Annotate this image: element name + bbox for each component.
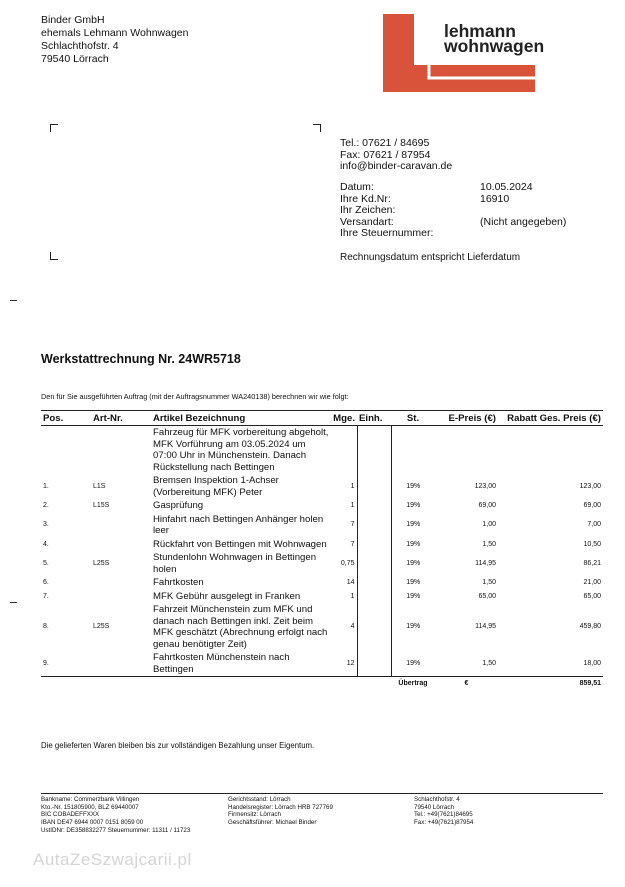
row-quantity: 4 bbox=[350, 623, 355, 631]
row-total-price: 65,00 bbox=[583, 592, 601, 600]
row-total-price: 21,00 bbox=[583, 579, 601, 586]
row-description: Rückfahrt von Bettingen mit Wohnwagen bbox=[153, 538, 327, 550]
row-tax-rate bbox=[391, 426, 435, 475]
table-row bbox=[41, 590, 603, 604]
row-position: 1. bbox=[43, 482, 49, 490]
ownership-note: Die gelieferten Waren bleiben bis zur vollständigen Bezahlung unser Eigentum. bbox=[41, 741, 315, 750]
row-article-number: L25S bbox=[93, 559, 110, 567]
col-header-total-price: Rabatt Ges. Preis (€) bbox=[498, 411, 603, 426]
col-header-description: Artikel Bezeichnung bbox=[151, 411, 331, 426]
table-row bbox=[41, 474, 603, 499]
col-header-art: Art-Nr. bbox=[91, 411, 151, 426]
row-unit-price bbox=[435, 426, 498, 475]
row-total-price: 69,00 bbox=[583, 502, 601, 509]
row-description: Fahrzeit Münchenstein zum MFK und danach nach Bettingen inkl. Zeit beim MFK geschätzt (Abrechnung erfolgt nach genau benötigter Zeit) bbox=[153, 604, 328, 650]
footer-address bbox=[414, 796, 473, 827]
row-position: 9. bbox=[43, 659, 49, 667]
row-position: 2. bbox=[43, 502, 49, 509]
row-description: Fahrtkosten bbox=[153, 577, 204, 588]
table-row bbox=[41, 538, 603, 552]
intro-text: Den für Sie ausgeführten Auftrag (mit der Auftragsnummer WA240138) berechnen wir wie folgt: bbox=[41, 392, 349, 401]
row-article-number bbox=[91, 590, 151, 604]
meta-label: Ihr Zeichen: bbox=[340, 204, 396, 216]
row-description: Stundenlohn Wohnwagen in Bettingen holen bbox=[153, 552, 317, 575]
row-unit bbox=[357, 603, 391, 651]
footer-bank bbox=[41, 796, 190, 835]
total-label: Übertrag bbox=[391, 677, 435, 691]
footer-line: Gerichtsstand: Lörrach bbox=[228, 796, 291, 803]
row-article-number: L15S bbox=[93, 502, 110, 509]
table-row bbox=[41, 551, 603, 576]
meta-customer-number: 16910 bbox=[480, 192, 510, 205]
table-row bbox=[41, 603, 603, 651]
row-total-price: 10,50 bbox=[583, 540, 601, 548]
row-tax-rate: 19% bbox=[406, 540, 421, 548]
footer-line: UstIDNr: DE358832277 Steuernummer: 11311 / 11723 bbox=[41, 826, 191, 834]
row-article-number: L1S bbox=[93, 482, 106, 490]
row-unit-price: 114,95 bbox=[475, 623, 496, 631]
total-currency: € bbox=[435, 677, 498, 691]
row-unit bbox=[357, 576, 391, 590]
sender-address bbox=[41, 14, 189, 66]
table-row bbox=[41, 426, 603, 475]
footer-line: IBAN DE47 6944 0007 0151 8059 00 bbox=[41, 819, 144, 827]
footer-line: 79540 Lörrach bbox=[414, 803, 454, 811]
row-description: Fahrtkosten Münchenstein nach Bettingen bbox=[153, 652, 290, 675]
row-unit-price: 114,95 bbox=[475, 559, 496, 567]
row-quantity: 14 bbox=[346, 579, 355, 586]
table-row bbox=[41, 499, 603, 513]
row-total-price: 18,00 bbox=[583, 659, 601, 667]
sender-line: ehemals Lehmann Wohnwagen bbox=[41, 27, 189, 39]
row-quantity: 7 bbox=[350, 521, 355, 529]
invoice-table bbox=[41, 410, 603, 691]
meta-label: Ihre Steuernummer: bbox=[340, 227, 434, 239]
row-tax-rate: 19% bbox=[406, 579, 421, 586]
row-article-number bbox=[91, 576, 151, 590]
meta-label: Versandart: bbox=[340, 215, 394, 228]
row-quantity: 7 bbox=[350, 540, 355, 548]
window-corner-mark bbox=[50, 124, 58, 132]
row-unit-price: 123,00 bbox=[474, 482, 496, 490]
table-header-row bbox=[41, 411, 603, 426]
company-logo bbox=[383, 14, 563, 92]
row-position: 8. bbox=[43, 623, 49, 631]
footer-line: Schlachthofstr. 4 bbox=[414, 796, 460, 803]
row-quantity bbox=[331, 426, 357, 475]
total-amount: 859,51 bbox=[498, 677, 603, 691]
row-unit-price: 65,00 bbox=[478, 592, 496, 600]
footer-line: Geschäftsführer: Michael Binder bbox=[228, 819, 317, 827]
row-quantity: 1 bbox=[350, 592, 355, 600]
footer-line: Tel.: +49(7621)84695 bbox=[414, 811, 473, 819]
row-unit-price: 1,50 bbox=[482, 579, 496, 586]
footer-line: Bankname: Commerzbank Villingen bbox=[41, 796, 140, 803]
row-position bbox=[41, 426, 91, 475]
row-article-number: L25S bbox=[93, 623, 110, 631]
fold-mark bbox=[10, 602, 17, 603]
row-unit bbox=[357, 590, 391, 604]
row-position: 4. bbox=[43, 540, 49, 548]
row-unit-price: 1,50 bbox=[482, 540, 496, 548]
row-description: Bremsen Inspektion 1-Achser (Vorbereitung MFK) Peter bbox=[153, 475, 279, 498]
row-unit-price: 1,00 bbox=[482, 521, 496, 529]
row-tax-rate: 19% bbox=[406, 659, 421, 667]
phone: Tel.: 07621 / 84695 bbox=[340, 137, 430, 149]
email: info@binder-caravan.de bbox=[340, 160, 453, 172]
footer-line: BIC COBADEFFXXX bbox=[41, 811, 100, 819]
row-description: Fahrzeug für MFK vorbereitung abgeholt, MFK Vorführung am 03.05.2024 um 07:00 Uhr in Münchenstein. Danach Rückstellung nach Bettingen bbox=[153, 427, 329, 473]
sender-line: Schlachthofstr. 4 bbox=[41, 40, 119, 52]
row-total-price: 459,80 bbox=[579, 623, 601, 631]
row-quantity: 12 bbox=[346, 659, 355, 667]
row-unit bbox=[357, 426, 391, 475]
row-description: Hinfahrt nach Bettingen Anhänger holen leer bbox=[153, 513, 324, 536]
row-tax-rate: 19% bbox=[406, 521, 421, 529]
row-tax-rate: 19% bbox=[406, 623, 421, 631]
footer-line: Fax: +49(7621)87954 bbox=[414, 819, 474, 827]
watermark: AutaZeSzwajcarii.pl bbox=[33, 850, 192, 869]
row-unit bbox=[357, 551, 391, 576]
window-corner-mark bbox=[313, 124, 321, 132]
row-tax-rate: 19% bbox=[406, 482, 421, 490]
contact-info bbox=[340, 138, 452, 173]
footer-line: Handelsregister: Lörrach HRB 727769 bbox=[228, 803, 333, 811]
fax: Fax: 07621 / 87954 bbox=[340, 148, 431, 161]
meta-shipping: (Nicht angegeben) bbox=[480, 215, 567, 228]
table-row bbox=[41, 651, 603, 677]
table-body bbox=[41, 426, 603, 677]
row-description: Gasprüfung bbox=[153, 500, 204, 511]
footer-line: Firmensitz: Lörrach bbox=[228, 811, 281, 819]
row-position: 7. bbox=[43, 592, 49, 600]
col-header-quantity: Mge. bbox=[331, 411, 357, 426]
row-article-number bbox=[91, 426, 151, 475]
row-unit bbox=[357, 538, 391, 552]
footer-legal bbox=[228, 796, 333, 827]
row-total-price: 86,21 bbox=[583, 559, 601, 567]
row-article-number bbox=[91, 513, 151, 538]
table-row bbox=[41, 576, 603, 590]
row-unit bbox=[357, 513, 391, 538]
col-header-tax: St. bbox=[391, 411, 435, 426]
row-total-price: 7,00 bbox=[587, 521, 601, 529]
sender-line: 79540 Lörrach bbox=[41, 53, 109, 65]
row-position: 6. bbox=[43, 579, 49, 586]
meta-label: Datum: bbox=[340, 181, 374, 193]
row-quantity: 0,75 bbox=[340, 559, 355, 567]
col-header-pos: Pos. bbox=[41, 411, 91, 426]
meta-label: Ihre Kd.Nr: bbox=[340, 192, 391, 205]
row-description: MFK Gebühr ausgelegt in Franken bbox=[153, 590, 301, 602]
row-unit-price: 69,00 bbox=[478, 502, 496, 509]
row-article-number bbox=[91, 538, 151, 552]
sender-line: Binder GmbH bbox=[41, 14, 105, 26]
row-position: 3. bbox=[43, 521, 49, 529]
fold-mark bbox=[10, 300, 17, 301]
footer-line: Kto.-Nr. 151805900, BLZ 69440007 bbox=[41, 803, 139, 811]
row-quantity: 1 bbox=[350, 502, 355, 509]
meta-date: 10.05.2024 bbox=[480, 181, 533, 193]
col-header-unit: Einh. bbox=[357, 411, 391, 426]
footer-divider bbox=[41, 793, 603, 794]
row-position: 5. bbox=[43, 559, 49, 567]
row-quantity: 1 bbox=[350, 482, 355, 490]
row-article-number bbox=[91, 651, 151, 677]
row-unit bbox=[357, 474, 391, 499]
row-total-price: 123,00 bbox=[579, 482, 601, 490]
invoice-title: Werkstattrechnung Nr. 24WR5718 bbox=[41, 352, 241, 366]
row-unit-price: 1,50 bbox=[482, 659, 496, 667]
table-row bbox=[41, 513, 603, 538]
table-total-row bbox=[41, 677, 603, 691]
invoice-meta bbox=[340, 182, 566, 240]
row-unit bbox=[357, 651, 391, 677]
logo-text: lehmann wohnwagen bbox=[444, 21, 545, 56]
row-tax-rate: 19% bbox=[406, 559, 421, 567]
window-corner-mark bbox=[50, 252, 58, 260]
col-header-unit-price: E-Preis (€) bbox=[435, 411, 498, 426]
row-unit bbox=[357, 499, 391, 513]
row-tax-rate: 19% bbox=[406, 502, 421, 509]
invoice-date-note: Rechnungsdatum entspricht Lieferdatum bbox=[340, 252, 521, 263]
row-total-price bbox=[498, 426, 603, 475]
row-tax-rate: 19% bbox=[406, 592, 421, 600]
